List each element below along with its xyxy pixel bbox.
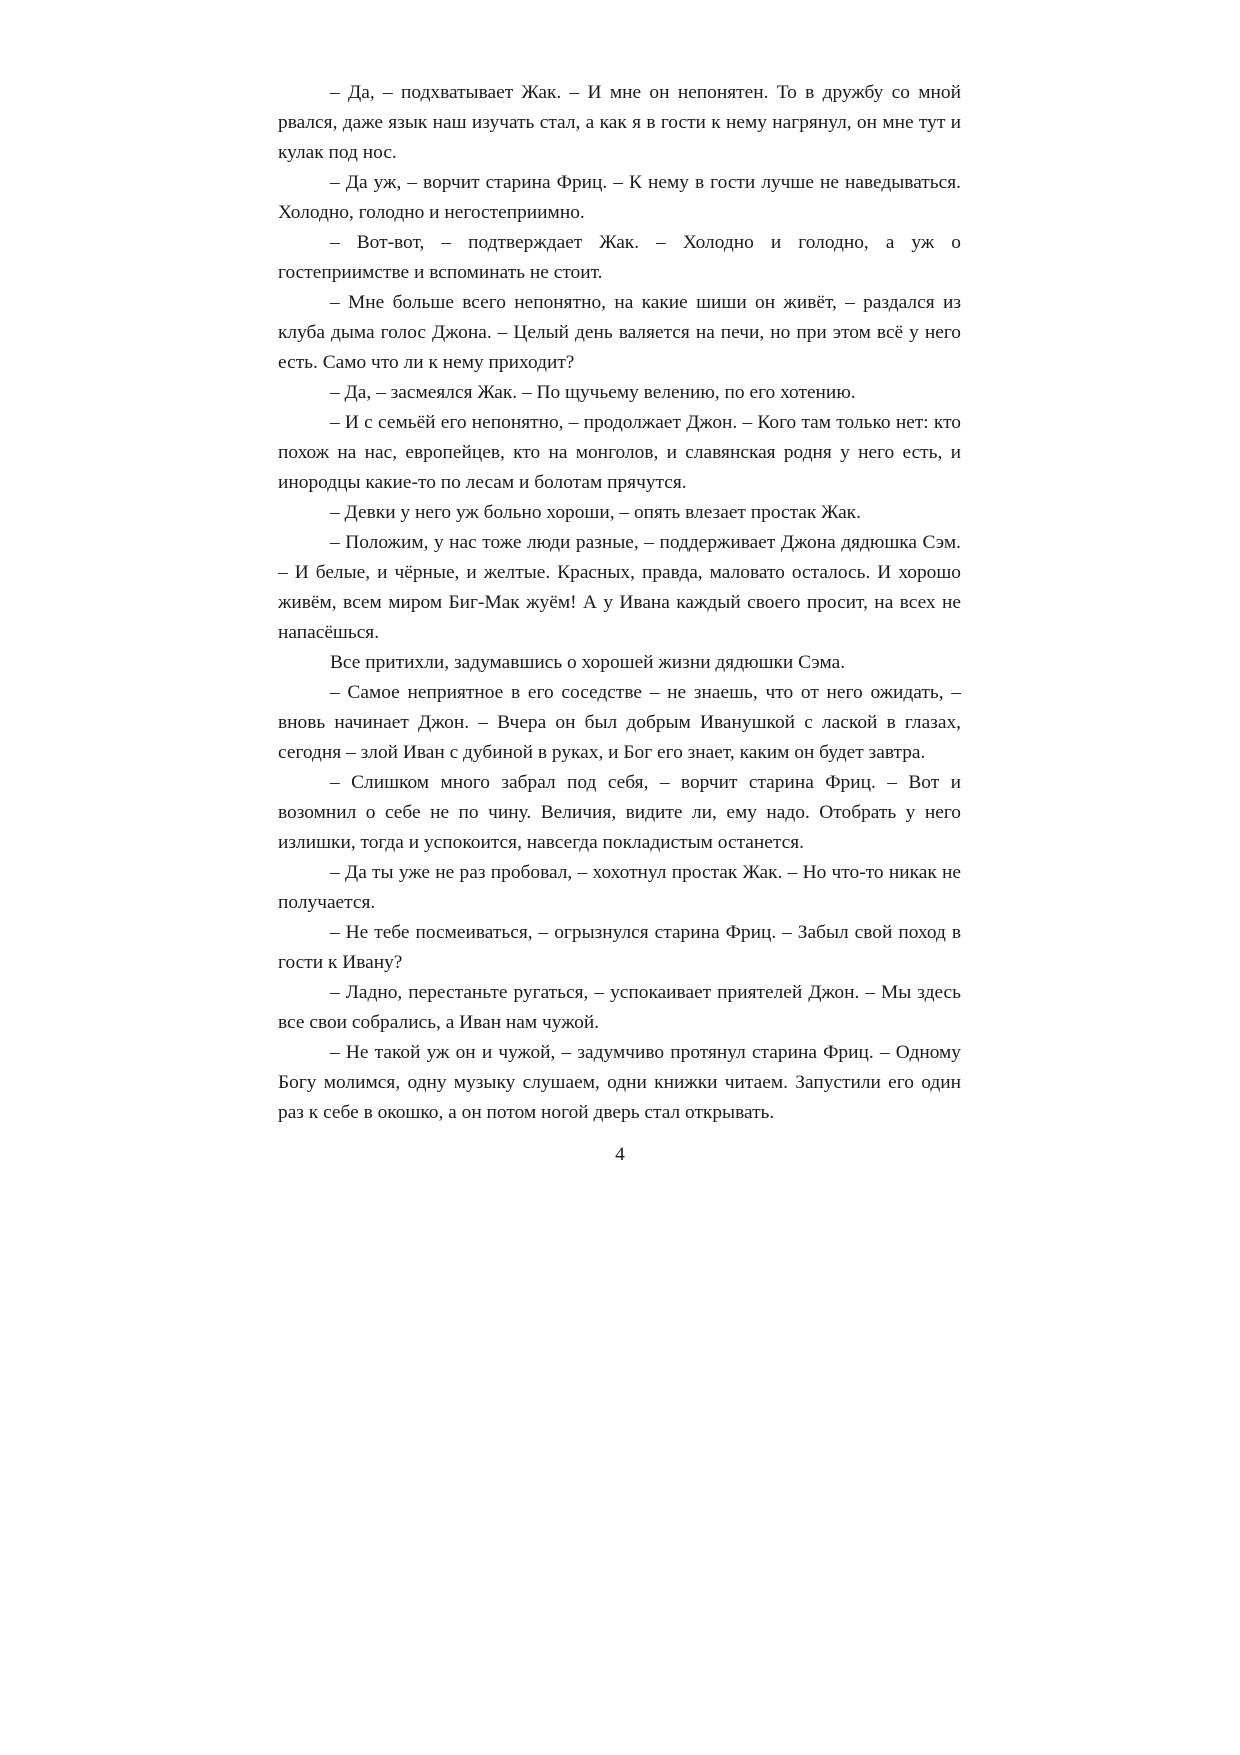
- paragraph: – Мне больше всего непонятно, на какие шиши он живёт, – раздался из клуба дыма голос Джона. – Целый день валяется на печи, но при этом всё у него есть. Само что ли к нему приходит?: [278, 292, 961, 373]
- paragraph: – Слишком много забрал под себя, – ворчит старина Фриц. – Вот и возомнил о себе не по чину. Величия, видите ли, ему надо. Отобрать у него излишки, тогда и успокоится, навсегда покладистым останется.: [278, 772, 961, 853]
- paragraph: – Вот-вот, – подтверждает Жак. – Холодно и голодно, а уж о гостеприимстве и вспоминать не стоит.: [278, 232, 961, 283]
- page-number: 4: [615, 1144, 625, 1165]
- paragraph: Все притихли, задумавшись о хорошей жизни дядюшки Сэма.: [330, 652, 846, 673]
- paragraph: – Да ты уже не раз пробовал, – хохотнул простак Жак. – Но что-то никак не получается.: [278, 862, 961, 913]
- paragraph: – И с семьёй его непонятно, – продолжает Джон. – Кого там только нет: кто похож на нас, европейцев, кто на монголов, и славянская родня у него есть, и инородцы какие-то по лесам и болотам прячутся.: [278, 412, 961, 493]
- paragraph: – Да, – подхватывает Жак. – И мне он непонятен. То в дружбу со мной рвался, даже язык наш изучать стал, а как я в гости к нему нагрянул, он мне тут и кулак под нос.: [278, 82, 961, 163]
- paragraph: – Не такой уж он и чужой, – задумчиво протянул старина Фриц. – Одному Богу молимся, одну музыку слушаем, одни книжки читаем. Запустили его один раз к себе в окошко, а он потом ногой дверь стал открывать.: [278, 1042, 961, 1123]
- paragraph: – Не тебе посмеиваться, – огрызнулся старина Фриц. – Забыл свой поход в гости к Ивану?: [278, 922, 961, 973]
- paragraph: – Девки у него уж больно хороши, – опять влезает простак Жак.: [330, 502, 861, 523]
- page-body: [278, 78, 961, 1128]
- paragraph: – Положим, у нас тоже люди разные, – поддерживает Джона дядюшка Сэм. – И белые, и чёрные, и желтые. Красных, правда, маловато осталось. И хорошо живём, всем миром Биг-Мак жуём! А у Ивана каждый своего просит, на всех не напасёшься.: [278, 532, 961, 643]
- paragraph: – Самое неприятное в его соседстве – не знаешь, что от него ожидать, – вновь начинает Джон. – Вчера он был добрым Иванушкой с лаской в глазах, сегодня – злой Иван с дубиной в руках, и Бог его знает, каким он будет завтра.: [278, 682, 961, 763]
- paragraph: – Да уж, – ворчит старина Фриц. – К нему в гости лучше не наведываться. Холодно, голодно и негостеприимно.: [278, 172, 961, 223]
- paragraph: – Да, – засмеялся Жак. – По щучьему велению, по его хотению.: [330, 382, 856, 403]
- paragraph: – Ладно, перестаньте ругаться, – успокаивает приятелей Джон. – Мы здесь все свои собрались, а Иван нам чужой.: [278, 982, 961, 1033]
